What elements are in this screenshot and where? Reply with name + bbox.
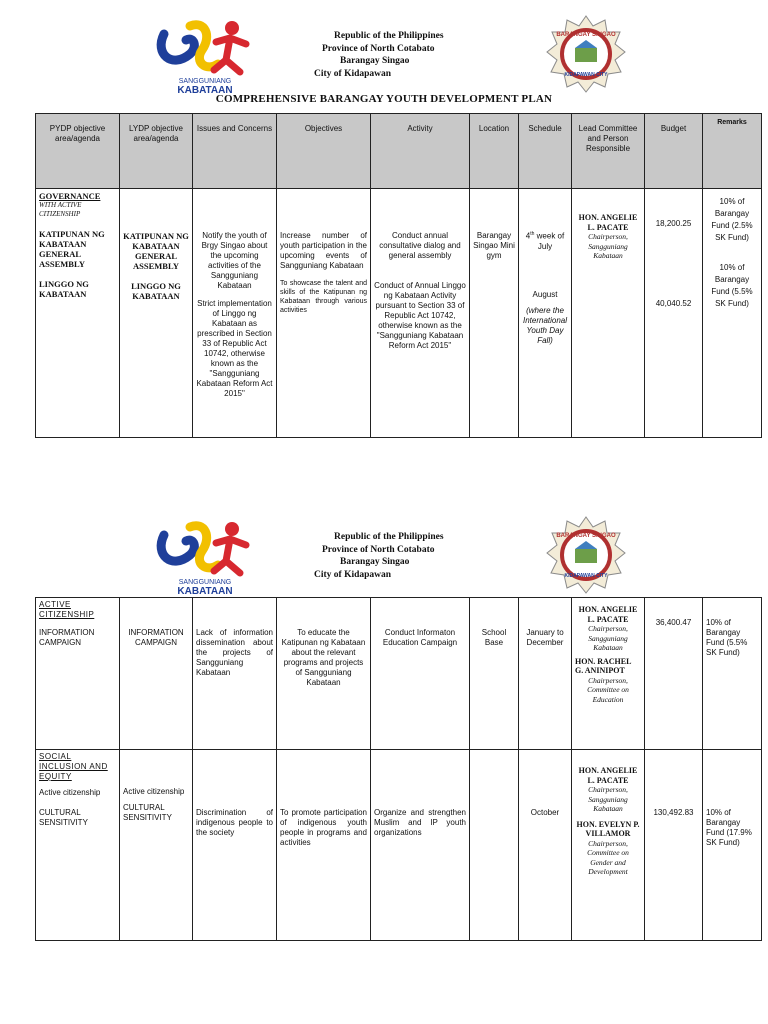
table-row [36, 750, 762, 941]
location-cell [470, 189, 519, 438]
column-header: Remarks [703, 114, 762, 189]
lydp-cell [120, 598, 193, 750]
budget-value: 130,492.83 [653, 808, 694, 817]
pydp-cell [36, 598, 120, 750]
column-header: Lead Committee and Person Responsible [572, 114, 645, 189]
column-header: Objectives [277, 114, 371, 189]
remarks-text: 10% of Barangay Fund (2.5% SK Fund) [711, 197, 753, 242]
schedule-note: (where the International Youth Day Fall) [522, 305, 568, 345]
budget-value: 40,040.52 [655, 299, 692, 308]
lydp-cell [120, 189, 193, 438]
schedule-text: October [530, 808, 560, 817]
header-line: Province of North Cotabato [322, 43, 435, 54]
seal-text-bottom: KIDAPAWAN CITY [564, 573, 608, 579]
objectives-cell [277, 598, 371, 750]
objective-text: To showcase the talent and skills of the Katipunan ng Kabataan through various activities [280, 280, 367, 314]
header-address-block [300, 531, 480, 581]
lydp-item: CULTURAL SENSITIVITY [123, 803, 172, 822]
issue-text: Notify the youth of Brgy Singao about the upcoming activities of the Sangguniang Kabataan [201, 231, 268, 290]
sangguniang-kabataan-logo [150, 14, 260, 96]
budget-cell [645, 750, 703, 941]
header-line: City of Kidapawan [314, 569, 392, 580]
schedule-week-suffix: th [530, 231, 535, 237]
section-heading: GOVERNANCE [39, 191, 101, 201]
activity-text: Conduct annual consultative dialog and general assembly [379, 231, 461, 260]
schedule-cell [519, 750, 572, 941]
column-header: Location [470, 114, 519, 189]
budget-value: 36,400.47 [655, 618, 692, 627]
lydp-cell [120, 750, 193, 941]
issues-cell [193, 598, 277, 750]
objective-text: Increase number of youth participation in the upcoming events of Sangguniang Kabataan [280, 231, 367, 270]
barangay-singao-seal [545, 515, 627, 597]
logo-text-line-2: KABATAAN [177, 586, 233, 597]
issue-text: Discrimination of indigenous people to the society [196, 808, 273, 837]
remarks-cell [703, 750, 762, 941]
person-name: HON. ANGELIE L. PACATE [578, 766, 638, 785]
pydp-item: LINGGO NG KABATAAN [39, 279, 89, 299]
schedule-week-rest: week of July [536, 231, 565, 251]
issues-cell [193, 750, 277, 941]
activity-text: Conduct Informaton Education Campaign [382, 628, 458, 647]
section-heading: SOCIAL INCLUSION AND EQUITY [39, 752, 108, 781]
activity-cell [371, 598, 470, 750]
schedule-text [522, 229, 568, 252]
issues-cell [193, 189, 277, 438]
remarks-text: 10% of Barangay Fund (17.9% SK Fund) [706, 808, 752, 847]
schedule-cell [519, 189, 572, 438]
table-row [36, 189, 762, 438]
logo-text-line-1: SANGGUNIANG [178, 78, 232, 85]
column-header: Budget [645, 114, 703, 189]
schedule-cell [519, 598, 572, 750]
issue-text: Lack of information dissemination about the projects of Sangguniang Kabataan [196, 628, 273, 677]
person-name: HON. EVELYN P. VILLAMOR [576, 819, 640, 838]
column-header: Issues and Concerns [193, 114, 277, 189]
budget-cell [645, 598, 703, 750]
plan-table-2 [35, 597, 762, 941]
lead-cell [572, 189, 645, 438]
sangguniang-kabataan-logo [150, 515, 260, 597]
remarks-cell [703, 189, 762, 438]
activity-cell [371, 189, 470, 438]
seal-text-top: BARANGAY SINGAO [556, 533, 616, 539]
objective-text: To promote participation of indigenous youth people in programs and activities [280, 808, 367, 847]
person-role: Chairperson, Sangguniang Kabataan [588, 232, 628, 260]
header-line: Republic of the Philippines [334, 31, 444, 41]
section-subtitle: WITH ACTIVE CITIZENSHIP [39, 201, 82, 218]
objectives-cell [277, 189, 371, 438]
activity-text: Organize and strengthen Muslim and IP youth organizations [374, 808, 466, 837]
activity-text: Conduct of Annual Linggo ng Kabataan Activity pursuant to Section 33 of Republic Act 10742, otherwise known as the "Sangguniang Kabataan Reform Act 2015" [374, 281, 466, 350]
column-header: Activity [371, 114, 470, 189]
pydp-cell [36, 189, 120, 438]
activity-cell [371, 750, 470, 941]
person-role: Chairperson, Committee on Gender and Development [587, 838, 629, 876]
location-text: School Base [481, 628, 507, 647]
person-name: HON. ANGELIE L. PACATE [578, 213, 638, 232]
pydp-item: CULTURAL SENSITIVITY [39, 808, 88, 827]
column-header: Schedule [519, 114, 572, 189]
header-line: City of Kidapawan [314, 68, 392, 79]
schedule-week-number: 4 [525, 231, 531, 241]
budget-cell [645, 189, 703, 438]
header-line: Province of North Cotabato [322, 544, 435, 555]
location-text: Barangay Singao Mini gym [473, 231, 515, 260]
seal-text-bottom: KIDAPAWAN CITY [564, 72, 608, 78]
pydp-cell [36, 750, 120, 941]
barangay-singao-seal [545, 14, 627, 96]
remarks-text: 10% of Barangay Fund (5.5% SK Fund) [706, 618, 748, 657]
plan-table-1 [35, 113, 762, 438]
lead-cell [572, 598, 645, 750]
header-address-block [300, 30, 480, 80]
pydp-subitem: Active citizenship [39, 788, 101, 797]
remarks-cell [703, 598, 762, 750]
person-role: Chairperson, Sangguniang Kabataan [588, 624, 628, 652]
objectives-cell [277, 750, 371, 941]
lydp-subitem: Active citizenship [123, 787, 185, 796]
table-header-row [36, 114, 762, 189]
logo-text-line-2: KABATAAN [177, 85, 233, 96]
pydp-item: KATIPUNAN NG KABATAAN GENERAL ASSEMBLY [39, 229, 105, 269]
plan-title: COMPREHENSIVE BARANGAY YOUTH DEVELOPMENT PLAN [215, 93, 553, 105]
header-line: Barangay Singao [340, 56, 410, 66]
person-role: Chairperson, Committee on Education [587, 675, 629, 704]
person-name: HON. ANGELIE L. PACATE [578, 605, 638, 624]
column-header: PYDP objective area/agenda [36, 114, 120, 189]
location-cell [470, 598, 519, 750]
seal-text-top: BARANGAY SINGAO [556, 32, 616, 38]
table-row [36, 598, 762, 750]
person-role: Chairperson, Sangguniang Kabataan [588, 785, 628, 813]
remarks-text: 10% of Barangay Fund (5.5% SK Fund) [711, 263, 753, 308]
person-name: HON. RACHEL G. ANINIPOT [575, 656, 632, 675]
pydp-item: INFORMATION CAMPAIGN [39, 628, 95, 647]
budget-value: 18,200.25 [655, 219, 692, 228]
issue-text: Strict implementation of Linggo ng Kabataan as prescribed in Section 33 of Republic Act 10742, otherwise known as the "Sangguniang Kabataan Reform Act 2015" [196, 299, 273, 398]
logo-text-line-1: SANGGUNIANG [178, 579, 232, 586]
location-cell [470, 750, 519, 941]
header-line: Republic of the Philippines [334, 532, 444, 542]
lydp-item: LINGGO NG KABATAAN [131, 281, 181, 301]
lydp-item: KATIPUNAN NG KABATAAN GENERAL ASSEMBLY [123, 231, 189, 271]
objective-text: To educate the Katipunan ng Kabataan about the relevant programs and projects of Sangguniang Kabataan [281, 628, 366, 687]
schedule-text: August [532, 289, 558, 299]
section-heading: ACTIVE CITIZENSHIP [39, 600, 95, 619]
header-line: Barangay Singao [340, 557, 410, 567]
schedule-text: January to December [526, 628, 564, 647]
lead-cell [572, 750, 645, 941]
column-header: LYDP objective area/agenda [120, 114, 193, 189]
lydp-item: INFORMATION CAMPAIGN [128, 628, 184, 647]
